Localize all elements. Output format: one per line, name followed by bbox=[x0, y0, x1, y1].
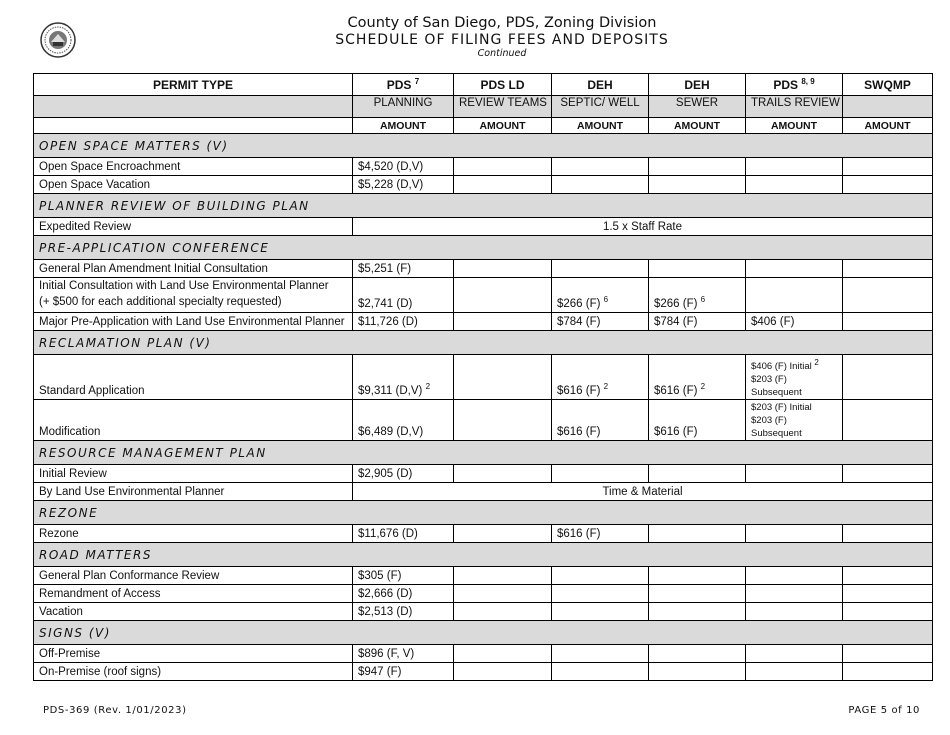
col-deh-septic: DEH bbox=[552, 74, 649, 96]
section-resource-management: RESOURCE MANAGEMENT PLAN bbox=[34, 441, 933, 465]
section-reclamation: RECLAMATION PLAN (V) bbox=[34, 331, 933, 355]
section-road-matters: ROAD MATTERS bbox=[34, 543, 933, 567]
column-header-row bbox=[34, 74, 933, 96]
table-row: Initial Consultation with Land Use Environmental Planner (+ $500 for each additional specialty requested) $2,741 (D) $266 (F) $^6$ $266 (F) $^6$ bbox=[34, 278, 933, 313]
sub-planning: PLANNING bbox=[353, 96, 454, 118]
col-deh-sewer: DEH bbox=[649, 74, 746, 96]
section-signs: SIGNS (V) bbox=[34, 621, 933, 645]
header-title: SCHEDULE OF FILING FEES AND DEPOSITS bbox=[335, 32, 669, 48]
table-row: Remandment of Access $2,666 (D) bbox=[34, 585, 933, 603]
header-continued: Continued bbox=[477, 48, 527, 59]
section-pre-application: PRE-APPLICATION CONFERENCE bbox=[34, 236, 933, 260]
table-row: Vacation $2,513 (D) bbox=[34, 603, 933, 621]
col-pds-planning: PDS $^7$ bbox=[353, 74, 454, 96]
form-number: PDS-369 (Rev. 1/01/2023) bbox=[43, 705, 187, 716]
sub-septic-well: SEPTIC/ WELL bbox=[552, 96, 649, 118]
section-rezone: REZONE bbox=[34, 501, 933, 525]
amount-label: AMOUNT bbox=[843, 118, 933, 134]
fee-schedule-table bbox=[33, 73, 933, 681]
page-number: PAGE 5 of 10 bbox=[848, 705, 920, 716]
table-row: General Plan Conformance Review $305 (F) bbox=[34, 567, 933, 585]
table-row: Off-Premise $896 (F, V) bbox=[34, 645, 933, 663]
col-pds-ld: PDS LD bbox=[454, 74, 552, 96]
col-permit-type: PERMIT TYPE bbox=[34, 74, 353, 96]
col-swqmp: SWQMP bbox=[843, 74, 933, 96]
table-row: Major Pre-Application with Land Use Environmental Planner $11,726 (D) $784 (F) $784 (F) $406 (F) bbox=[34, 313, 933, 331]
table-row: Rezone $11,676 (D) $616 (F) bbox=[34, 525, 933, 543]
col-pds-trails: PDS $^{8, 9}$ bbox=[746, 74, 843, 96]
amount-label: AMOUNT bbox=[746, 118, 843, 134]
table-row: Open Space Vacation $5,228 (D,V) bbox=[34, 176, 933, 194]
sub-trails-review: TRAILS REVIEW bbox=[746, 96, 843, 118]
amount-label: AMOUNT bbox=[454, 118, 552, 134]
table-row: Expedited Review 1.5 x Staff Rate bbox=[34, 218, 933, 236]
amount-row bbox=[34, 118, 933, 134]
table-row: Standard Application $9,311 (D,V) $^2$ $616 (F) $^2$ $616 (F) $^2$ $406 (F) Initial $^2$ $203 (F) Subsequent bbox=[34, 355, 933, 400]
sub-review-teams: REVIEW TEAMS bbox=[454, 96, 552, 118]
table-row: Initial Review $2,905 (D) bbox=[34, 465, 933, 483]
subheader-row bbox=[34, 96, 933, 118]
document-header bbox=[0, 14, 950, 60]
amount-label: AMOUNT bbox=[649, 118, 746, 134]
table-row: On-Premise (roof signs) $947 (F) bbox=[34, 663, 933, 681]
table-row: Open Space Encroachment $4,520 (D,V) bbox=[34, 158, 933, 176]
table-row: General Plan Amendment Initial Consultation $5,251 (F) bbox=[34, 260, 933, 278]
amount-label: AMOUNT bbox=[353, 118, 454, 134]
amount-label: AMOUNT bbox=[552, 118, 649, 134]
header-agency: County of San Diego, PDS, Zoning Division bbox=[347, 15, 657, 31]
table-row: Modification $6,489 (D,V) $616 (F) $616 (F) $203 (F) Initial $203 (F) Subsequent bbox=[34, 400, 933, 441]
table-row: By Land Use Environmental Planner Time & Material bbox=[34, 483, 933, 501]
section-planner-review: PLANNER REVIEW OF BUILDING PLAN bbox=[34, 194, 933, 218]
sub-sewer: SEWER bbox=[649, 96, 746, 118]
section-open-space: OPEN SPACE MATTERS (V) bbox=[34, 134, 933, 158]
